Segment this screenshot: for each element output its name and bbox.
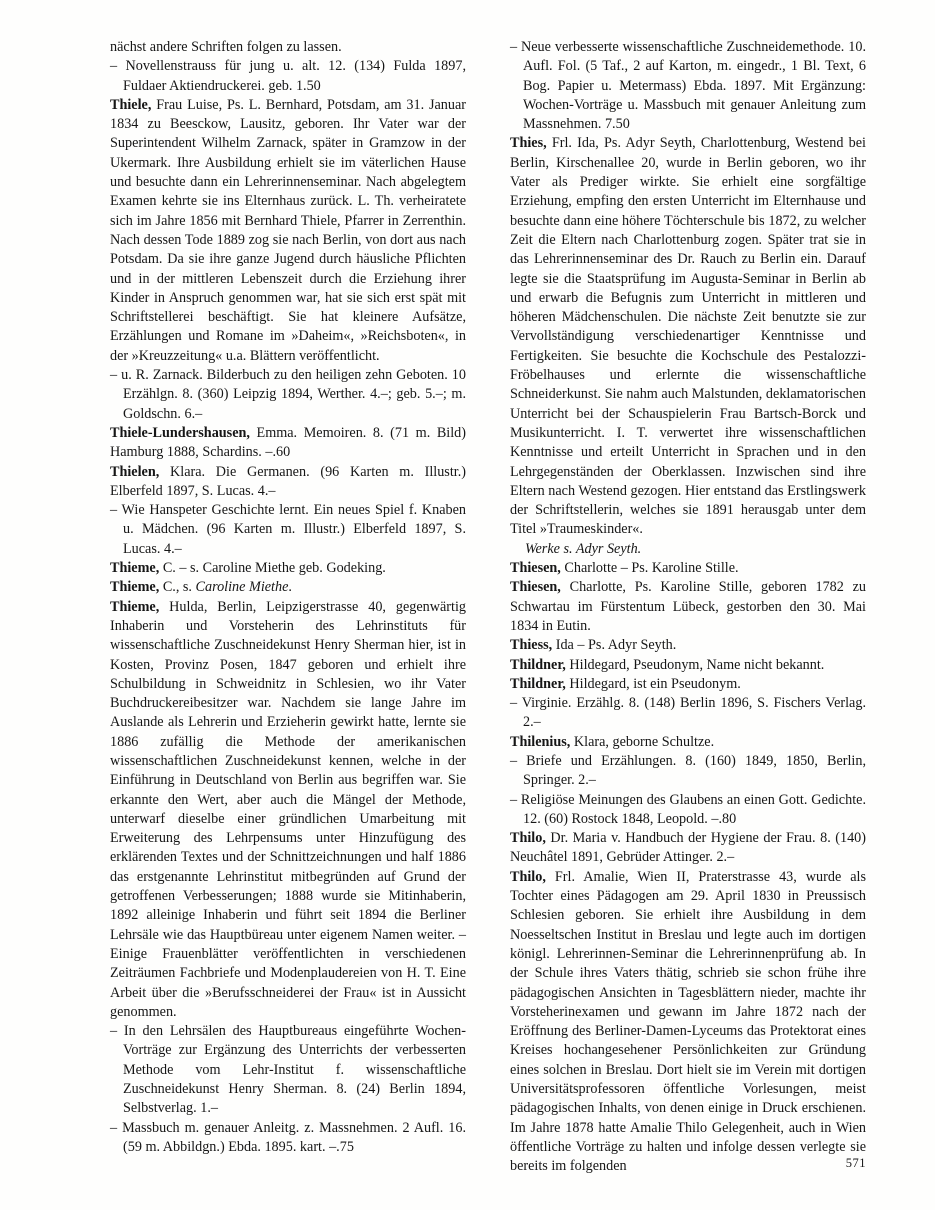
entry-headword: Thildner,: [510, 675, 566, 692]
entry-paragraph: [510, 636, 866, 655]
text-segment: Klara, geborne Schultze.: [570, 733, 715, 750]
text-segment: Hulda, Berlin, Leipzigerstrasse 40, gegenwärtig Inhaberin und Vorsteherin des Lehrinstituts für wissenschaftliche Zuschneidekunst Henry Sherman hier, ist in Kosten, Provinz Posen, 1847 geboren und erhielt ihre Schulbildung in Schweidnitz in Schlesien, wo ihr Vater Buchdruckereibesitzer war. Nachdem sie lange Jahre im Auslande als Lehrerin und Erzieherin gewirkt hatte, lernte sie 1886 zufällig die Methode der amerikanischen wissenschaftlichen Zuschneidekunst kennen, welche in der Einführung in Deutschland von Berlin aus begriffen war. Sie erkannte den Wert, aber auch die Mängel der Methode, unterwarf dieselbe einer gründlichen Umarbeitung mit Erweiterung des Lehrpensums unter Hinzufügung des erklärenden Textes und der Schnittzeichnungen und half 1886 das erstgenannte Lehrinstitut mitbegründen auf Grund der getroffenen Verbesserungen; 1888 wurde sie Mitinhaberin, 1892 alleinige Inhaberin und führt seit 1894 die Berliner Lehrsäle wie das Hauptbüreau unter eigenem Namen weiter. – Einige Frauenblätter veröffentlichten in verschiedenen Zeiträumen Fachbriefe und Modenplaudereien von H. T. Eine Arbeit über die »Berufsschneiderei der Frau« ist in Aussicht genommen.: [110, 598, 466, 1020]
entry-headword: Thildner,: [510, 656, 566, 673]
entry-headword: Thieme,: [110, 560, 160, 577]
entry-headword: Thiele-Lundershausen,: [110, 424, 250, 441]
work-list-item: [510, 791, 866, 830]
text-segment: Charlotte, Ps. Karoline Stille, geboren 1782 zu Schwartau im Fürstentum Lübeck, gestorben den 30. Mai 1834 in Eutin.: [510, 579, 866, 634]
text-segment: – Massbuch m. genauer Anleitg. z. Massnehmen. 2 Aufl. 16. (59 m. Abbildgn.) Ebda. 1895. kart. –.75: [110, 1119, 466, 1155]
entry-headword: Thielen,: [110, 463, 160, 480]
works-reference: [510, 540, 866, 559]
entry-headword: Thiess,: [510, 637, 553, 654]
entry-paragraph: [510, 675, 866, 694]
page-number: 571: [845, 1156, 866, 1170]
text-segment: Charlotte – Ps. Karoline Stille.: [560, 560, 739, 577]
text-segment: Klara. Die Germanen. (96 Karten m. Illustr.) Elberfeld 1897, S. Lucas. 4.–: [110, 463, 466, 499]
entry-headword: Thilo,: [510, 830, 546, 847]
entry-paragraph: [110, 578, 466, 597]
text-columns: [110, 38, 866, 1177]
text-segment: Caroline Miethe: [195, 579, 289, 596]
work-list-item: [110, 1119, 466, 1158]
text-segment: .: [288, 579, 292, 596]
entry-paragraph: [110, 598, 466, 1023]
work-list-item: [110, 1022, 466, 1118]
text-segment: Ida – Ps. Adyr Seyth.: [552, 637, 677, 654]
text-segment: – Novellenstrauss für jung u. alt. 12. (134) Fulda 1897, Fuldaer Aktiendruckerei. geb. 1.50: [110, 58, 466, 94]
text-segment: Frl. Amalie, Wien II, Praterstrasse 43, wurde als Tochter eines Pädagogen am 29. April 1830 in Preussisch Schlesien geboren. Sie erhielt ihre Ausbildung in dem Noesseltschen Institut in Breslau und legte auch im dortigen königl. Lehrerinnen-Seminar die Lehrerinnenprüfung ab. In der Schule ihres Vaters thätig, schrieb sie schon frühe ihre pädagogischen Ansichten in Tagesblättern nieder, machte ihr Vorsteherinexamen und gewann im Jahre 1872 nach der Eröffnung des Berliner-Damen-Lyceums das Protektorat eines Kreises hochangesehener Persönlichkeiten zur Gründung eines solchen in Breslau. Dort hielt sie im Verein mit dortigen Universitätsprofessoren öffentliche Vorlesungen, meist pädagogischen Inhalts, von denen einige in Druck erschienen. Im Jahre 1878 hatte Amalie Thilo Gelegenheit, auch in Wien öffentliche Vorträge zu halten und infolge dessen verlegte sie bereits im folgenden: [510, 868, 866, 1175]
entry-paragraph: [510, 656, 866, 675]
text-segment: Emma. Memoiren. 8. (71 m. Bild) Hamburg 1888, Schardins. –.60: [110, 424, 466, 461]
entry-paragraph: [510, 559, 866, 578]
text-segment: C. – s. Caroline Miethe geb. Godeking.: [159, 560, 386, 577]
text-segment: Hildegard, ist ein Pseudonym.: [565, 675, 741, 692]
text-segment: C., s.: [159, 579, 196, 596]
entry-paragraph: [510, 868, 866, 1177]
entry-headword: Thiele,: [110, 96, 152, 113]
text-segment: Werke s. Adyr Seyth.: [525, 540, 642, 557]
entry-headword: Thieme,: [110, 579, 160, 596]
entry-paragraph: [110, 463, 466, 502]
left-column: [110, 38, 466, 1177]
work-list-item: [510, 694, 866, 733]
entry-headword: Thieme,: [110, 598, 160, 615]
work-list-item: [510, 38, 866, 134]
continuation-paragraph: [110, 38, 466, 57]
entry-paragraph: [510, 829, 866, 868]
text-segment: – Briefe und Erzählungen. 8. (160) 1849, 1850, Berlin, Springer. 2.–: [510, 752, 866, 789]
text-segment: – Religiöse Meinungen des Glaubens an einen Gott. Gedichte. 12. (60) Rostock 1848, Leopold. –.80: [510, 791, 866, 827]
text-segment: – Virginie. Erzählg. 8. (148) Berlin 1896, S. Fischers Verlag. 2.–: [510, 695, 866, 731]
text-segment: nächst andere Schriften folgen zu lassen.: [110, 39, 342, 55]
text-segment: – Wie Hanspeter Geschichte lernt. Ein neues Spiel f. Knaben u. Mädchen. (96 Karten m. Illustr.) Elberfeld 1897, S. Lucas. 4.–: [110, 502, 466, 557]
entry-headword: Thies,: [510, 135, 547, 152]
entry-paragraph: [110, 96, 466, 366]
work-list-item: [110, 501, 466, 559]
text-segment: – u. R. Zarnack. Bilderbuch zu den heiligen zehn Geboten. 10 Erzählgn. 8. (360) Leipzig 1894, Werther. 4.–; geb. 5.–; m. Goldschn. 6.–: [110, 367, 466, 422]
entry-paragraph: [510, 134, 866, 539]
text-segment: Frl. Ida, Ps. Adyr Seyth, Charlottenburg, Westend bei Berlin, Kirschenallee 20, wurde in Berlin geboren, wo ihr Vater als Prediger wirkte. Sie erhielt eine sorgfältige Erziehung, empfing den ersten Unterricht im Elternhause und besuchte dann eine höhere Töchterschule bis 1872, zu welcher Zeit die Eltern nach Charlottenburg zogen. Später trat sie in das Lehrerinnenseminar des Dr. Rauch zu Berlin ein. Darauf legte sie die Staatsprüfung im Augusta-Seminar in Berlin ab und erwarb die Befugnis zum Unterricht in mittleren und höheren Mädchenschulen. Die nächste Zeit benutzte sie zur Vervollständigung verschiedenartiger Kenntnisse und Fertigkeiten. Sie besuchte die Kochschule des Pestalozzi-Fröbelhauses und erlernte die wissenschaftliche Schneiderkunst. Sie nahm auch Malstunden, deklamatorischen Unterricht bei der Schauspielerin Frau Bartsch-Borck und Musikunterricht. I. T. verwertet ihre wissenschaftlichen Kenntnisse und erteilt Unterricht in Sprachen und in den Lehrgegenständen der Oberklassen. Inzwischen sind ihre Eltern nach Westend gezogen. Hier entstand das Erstlingswerk der Schriftstellerin, welches sie 1891 herausgab unter dem Titel »Traumeskinder«.: [510, 135, 866, 538]
text-segment: – In den Lehrsälen des Hauptbureaus eingeführte Wochen-Vorträge zur Ergänzung des Unterrichts der verbesserten Methode vom Lehr-Institut f. wissenschaftliche Zuschneidekunst Henry Sherman. 8. (24) Berlin 1894, Selbstverlag. 1.–: [110, 1023, 466, 1117]
text-segment: – Neue verbesserte wissenschaftliche Zuschneidemethode. 10. Aufl. Fol. (5 Taf., 2 auf Karton, m. eingedr., 1 Bl. Text, 6 Bog. Papier u. Metermass) Ebda. 1897. Mit Ergänzung: Wochen-Vorträge u. Massbuch mit genauer Anleitung zum Massnehmen. 7.50: [510, 39, 866, 133]
text-segment: Dr. Maria v. Handbuch der Hygiene der Frau. 8. (140) Neuchâtel 1891, Gebrüder Attinger. 2.–: [510, 830, 866, 866]
entry-headword: Thiesen,: [510, 579, 561, 596]
entry-paragraph: [510, 733, 866, 752]
entry-paragraph: [510, 578, 866, 636]
right-column: [510, 38, 866, 1177]
entry-headword: Thiesen,: [510, 560, 561, 577]
entry-headword: Thilenius,: [510, 733, 571, 750]
entry-headword: Thilo,: [510, 868, 546, 885]
work-list-item: [110, 366, 466, 424]
text-segment: Hildegard, Pseudonym, Name nicht bekannt.: [565, 656, 825, 673]
entry-paragraph: [110, 559, 466, 578]
text-segment: Frau Luise, Ps. L. Bernhard, Potsdam, am 31. Januar 1834 zu Beesckow, Lausitz, geboren. Ihr Vater war der Superintendent Wilhelm Zarnack, später in Gramzow in der Ukermark. Ihre Ausbildung erhielt sie im väterlichen Hause und besuchte dann ein Lehrerinnenseminar. Nach abgelegtem Examen kehrte sie ins Elternhaus zurück. L. Th. verheiratete sich im Jahre 1856 mit Bernhard Thiele, Pfarrer in Zerrenthin. Nach dessen Tode 1889 zog sie nach Berlin, von dort aus nach Potsdam. Da sie ihre ganze Jugend durch häusliche Pflichten und in der mittleren Lebenszeit durch die Erziehung ihrer Kinder in Anspruch genommen war, hat sie sich erst spät mit Schriftstellerei beschäftigt. Sie hat kleinere Aufsätze, Erzählungen und Romane im »Daheim«, »Reichsboten«, in der »Kreuzzeitung« u.a. Blättern veröffentlicht.: [110, 96, 466, 364]
work-list-item: [110, 57, 466, 96]
work-list-item: [510, 752, 866, 791]
entry-paragraph: [110, 424, 466, 463]
